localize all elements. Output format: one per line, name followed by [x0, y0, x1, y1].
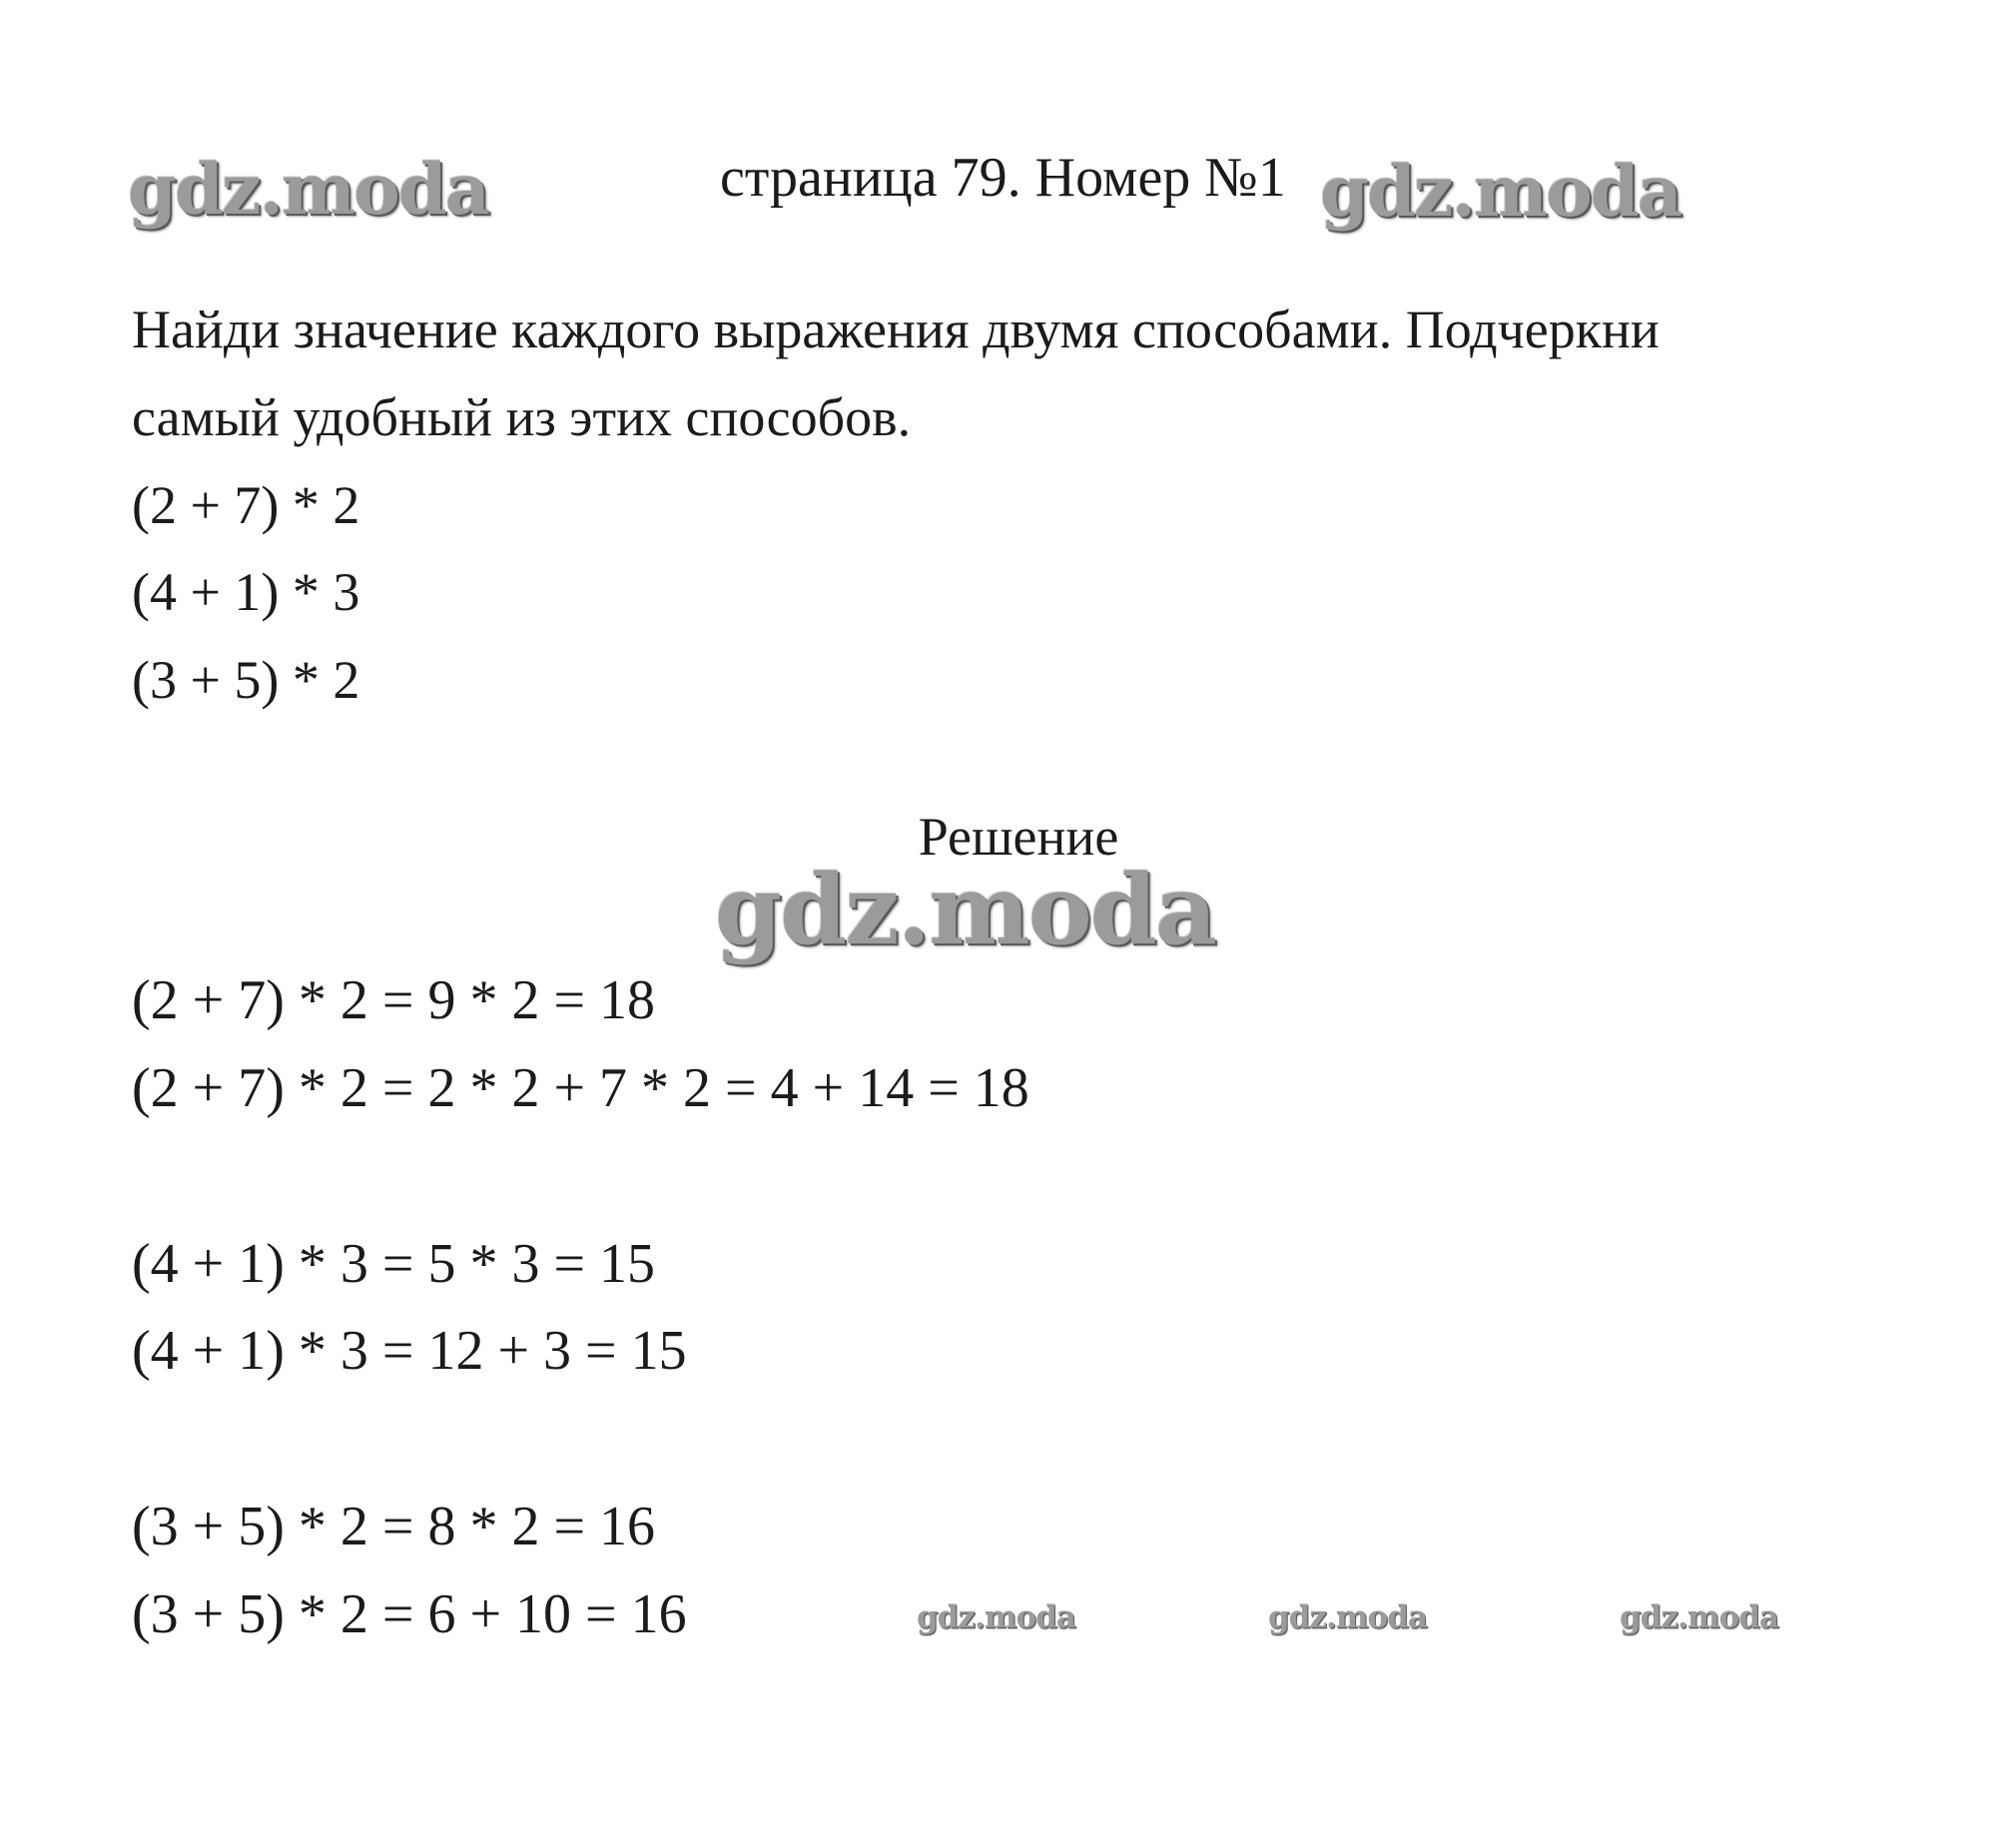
solution-line: (3 + 5) * 2 = 6 + 10 = 16: [132, 1583, 687, 1645]
task-expression: (4 + 1) * 3: [132, 562, 360, 622]
task-text-line-2: самый удобный из этих способов.: [132, 387, 912, 447]
solution-heading: Решение: [918, 807, 1119, 867]
watermark-logo: gdz.moda: [715, 854, 1216, 966]
task-text-line-1: Найди значение каждого выражения двумя способами. Подчеркни: [132, 300, 1660, 359]
page-title: страница 79. Номер №1: [720, 147, 1286, 209]
task-expression: (2 + 7) * 2: [132, 475, 360, 535]
watermark-logo: gdz.moda: [1320, 150, 1681, 233]
watermark-logo: gdz.moda: [1268, 1599, 1427, 1635]
solution-line: (3 + 5) * 2 = 8 * 2 = 16: [132, 1496, 656, 1557]
solution-line: (2 + 7) * 2 = 9 * 2 = 18: [132, 969, 656, 1031]
task-expression: (3 + 5) * 2: [132, 650, 360, 710]
watermark-logo: gdz.moda: [917, 1599, 1075, 1635]
watermark-logo: gdz.moda: [1620, 1599, 1778, 1635]
solution-line: (4 + 1) * 3 = 5 * 3 = 15: [132, 1233, 656, 1295]
solution-line: (4 + 1) * 3 = 12 + 3 = 15: [132, 1320, 687, 1382]
watermark-logo: gdz.moda: [128, 148, 489, 231]
solution-line: (2 + 7) * 2 = 2 * 2 + 7 * 2 = 4 + 14 = 18: [132, 1057, 1029, 1119]
